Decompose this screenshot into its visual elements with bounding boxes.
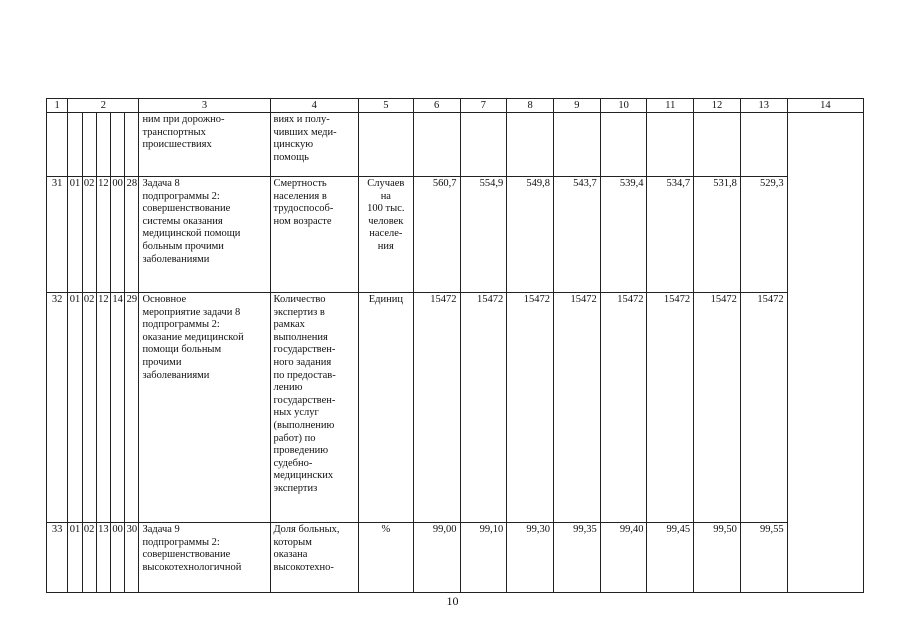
empty-cell [82, 113, 96, 177]
indicator-cell-line: по предостав- [273, 369, 336, 381]
empty-cell [96, 113, 110, 177]
indicator-cell-line: работ) по [273, 432, 316, 444]
header-cell: 6 [413, 99, 460, 113]
indicator-cell-line: чивших меди- [273, 126, 337, 138]
indicator-cell-line: лению [273, 382, 303, 394]
unit-cell-line: Единиц [368, 294, 403, 305]
name-cell [139, 293, 270, 523]
value-cell: 99,10 [460, 523, 507, 593]
code-cell: 28 [125, 177, 139, 293]
code-cell: 01 [68, 177, 82, 293]
name-cell-line: Задача 8 [142, 178, 180, 189]
indicator-cell-line: населения в [273, 190, 327, 202]
header-cell: 14 [787, 99, 863, 113]
name-cell-line: оказание медицинской [142, 331, 244, 343]
unit-cell-line: Случаев [367, 178, 405, 189]
indicator-cell-line: ном возрасте [273, 215, 332, 227]
empty-cell [507, 113, 554, 177]
name-cell-line: прочими [142, 356, 182, 368]
indicator-cell-line: государствен- [273, 344, 336, 356]
continuation-row [47, 113, 864, 177]
header-cell: 11 [647, 99, 694, 113]
value-cell: 15472 [740, 293, 787, 523]
empty-cell [68, 113, 82, 177]
indicator-cell-line: помощь [273, 151, 309, 163]
indicator-cell-line: высокотехно- [273, 561, 334, 573]
empty-cell [600, 113, 647, 177]
value-cell: 99,40 [600, 523, 647, 593]
value-cell: 99,00 [413, 523, 460, 593]
empty-cell [647, 113, 694, 177]
name-cell-line: заболеваниями [142, 369, 210, 381]
name-cell-line: заболеваниями [142, 253, 210, 265]
value-cell: 99,30 [507, 523, 554, 593]
header-cell: 12 [694, 99, 741, 113]
code-cell: 12 [96, 293, 110, 523]
value-cell: 15472 [600, 293, 647, 523]
unit-cell-line: населе- [369, 228, 403, 240]
indicator-cell [270, 177, 358, 293]
table-row [47, 177, 864, 293]
value-cell: 15472 [413, 293, 460, 523]
value-cell: 531,8 [694, 177, 741, 293]
empty-cell [460, 113, 507, 177]
empty-cell [694, 113, 741, 177]
header-row [47, 99, 864, 113]
code-cell: 32 [47, 293, 68, 523]
empty-cell [47, 113, 68, 177]
code-cell: 33 [47, 523, 68, 593]
column-14-cell [787, 113, 863, 593]
name-cell [139, 177, 270, 293]
empty-cell [553, 113, 600, 177]
code-cell: 02 [82, 177, 96, 293]
code-cell: 13 [96, 523, 110, 593]
indicator-cell [270, 293, 358, 523]
value-cell: 15472 [553, 293, 600, 523]
indicator-cell-line: экспертиз [273, 482, 318, 494]
value-cell: 15472 [460, 293, 507, 523]
value-cell: 99,50 [694, 523, 741, 593]
name-cell-line: больным прочими [142, 240, 224, 252]
code-cell: 12 [96, 177, 110, 293]
value-cell: 529,3 [740, 177, 787, 293]
name-cell-line: подпрограммы 2: [142, 536, 220, 548]
name-cell-line: Задача 9 [142, 524, 180, 535]
value-cell: 15472 [647, 293, 694, 523]
header-cell: 3 [139, 99, 270, 113]
header-cell: 13 [740, 99, 787, 113]
code-cell: 00 [110, 523, 124, 593]
table-row [47, 523, 864, 593]
name-cell-line: происшествиях [142, 139, 212, 151]
value-cell: 539,4 [600, 177, 647, 293]
unit-cell-line: ния [377, 240, 394, 252]
header-cell: 7 [460, 99, 507, 113]
header-cell: 8 [507, 99, 554, 113]
code-cell: 00 [110, 177, 124, 293]
code-cell: 30 [125, 523, 139, 593]
value-cell: 15472 [507, 293, 554, 523]
header-cell: 9 [553, 99, 600, 113]
value-cell: 99,35 [553, 523, 600, 593]
unit-cell [358, 177, 413, 293]
indicator-cell-line: Смертность [273, 178, 327, 189]
name-cell-line: мероприятие задачи 8 [142, 306, 241, 318]
unit-cell [358, 293, 413, 523]
indicator-cell-line: (выполнению [273, 419, 335, 431]
indicators-table [46, 98, 864, 593]
value-cell: 549,8 [507, 177, 554, 293]
header-cell: 4 [270, 99, 358, 113]
name-cell-line: совершенствование [142, 549, 231, 561]
indicator-cell-line: ных услуг [273, 407, 319, 419]
name-cell-line: системы оказания [142, 215, 223, 227]
indicator-cell-line: экспертиз в [273, 306, 325, 318]
code-cell: 02 [82, 523, 96, 593]
header-cell: 1 [47, 99, 68, 113]
code-cell: 02 [82, 293, 96, 523]
header-cell: 10 [600, 99, 647, 113]
indicator-cell-line: виях и полу- [273, 114, 330, 125]
value-cell: 99,55 [740, 523, 787, 593]
value-cell: 15472 [694, 293, 741, 523]
name-cell [139, 113, 270, 177]
code-cell: 14 [110, 293, 124, 523]
empty-cell [125, 113, 139, 177]
name-cell-line: помощи больным [142, 344, 222, 356]
page-number: 10 [446, 594, 459, 608]
indicator-cell-line: Количество [273, 294, 326, 305]
indicator-cell-line: судебно- [273, 457, 313, 469]
indicator-cell-line: цинскую [273, 139, 314, 151]
unit-cell [358, 523, 413, 593]
indicator-cell-line: медицинских [273, 470, 334, 482]
unit-cell-line: 100 тыс. [367, 203, 405, 215]
name-cell-line: совершенствование [142, 203, 231, 215]
name-cell-line: подпрограммы 2: [142, 319, 220, 331]
code-cell: 01 [68, 523, 82, 593]
indicator-cell-line: проведению [273, 445, 329, 457]
indicator-cell [270, 523, 358, 593]
indicator-cell-line: ного задания [273, 356, 332, 368]
code-cell: 01 [68, 293, 82, 523]
indicator-cell [270, 113, 358, 177]
table-row [47, 293, 864, 523]
value-cell: 534,7 [647, 177, 694, 293]
indicator-cell-line: которым [273, 536, 312, 548]
indicator-cell-line: выполнения [273, 331, 328, 343]
value-cell: 99,45 [647, 523, 694, 593]
empty-cell [110, 113, 124, 177]
code-cell: 29 [125, 293, 139, 523]
indicator-cell-line: трудоспособ- [273, 203, 334, 215]
name-cell-line: Основное [142, 294, 187, 305]
name-cell-line: медицинской помощи [142, 228, 241, 240]
unit-cell-line: на [380, 190, 391, 202]
indicator-cell-line: Доля больных, [273, 524, 340, 535]
indicator-cell-line: оказана [273, 549, 308, 561]
indicator-cell-line: государствен- [273, 394, 336, 406]
empty-cell [740, 113, 787, 177]
unit-cell-line: человек [368, 215, 404, 227]
name-cell-line: ним при дорожно- [142, 114, 225, 125]
code-cell: 31 [47, 177, 68, 293]
empty-cell [413, 113, 460, 177]
empty-cell [358, 113, 413, 177]
name-cell-line: транспортных [142, 126, 206, 138]
name-cell [139, 523, 270, 593]
value-cell: 560,7 [413, 177, 460, 293]
value-cell: 543,7 [553, 177, 600, 293]
name-cell-line: высокотехнологичной [142, 561, 242, 573]
value-cell: 554,9 [460, 177, 507, 293]
unit-cell-line: % [381, 524, 391, 535]
indicator-cell-line: рамках [273, 319, 305, 331]
name-cell-line: подпрограммы 2: [142, 190, 220, 202]
header-cell: 2 [68, 99, 139, 113]
header-cell: 5 [358, 99, 413, 113]
